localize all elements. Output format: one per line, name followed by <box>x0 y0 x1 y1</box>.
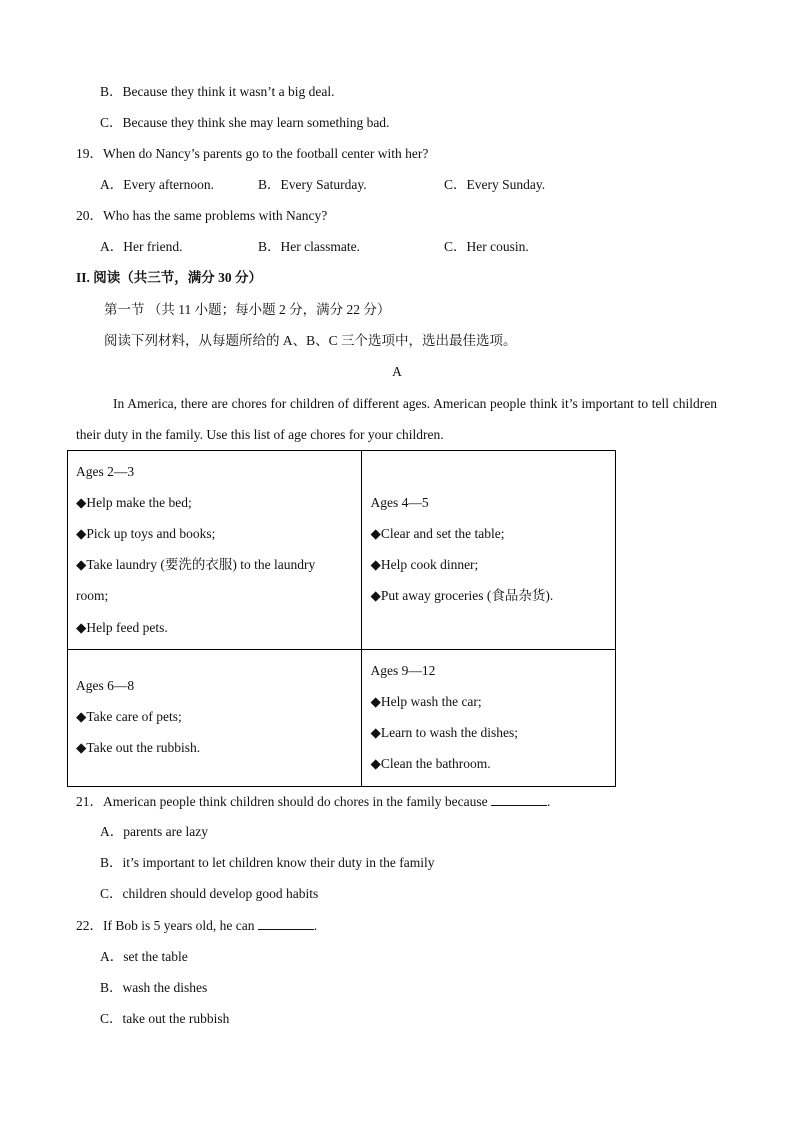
cell-title: Ages 2—3 <box>76 464 135 479</box>
chore-item: ◆Clean the bathroom. <box>370 756 491 771</box>
chore-item: ◆Take out the rubbish. <box>76 740 201 755</box>
chore-item: room; <box>76 588 109 603</box>
q20-option-c: C．Her cousin. <box>444 239 529 254</box>
q21-option-b: B．it’s important to let children know their duty in the family <box>100 855 435 870</box>
instruction-text: 阅读下列材料，从每题所给的 A、B、C 三个选项中，选出最佳选项。 <box>104 333 517 348</box>
q20-option-b: B．Her classmate. <box>258 239 360 254</box>
passage-letter: A <box>392 364 402 379</box>
part-one-heading: 第一节 （共 11 小题；每小题 2 分，满分 22 分） <box>104 302 391 317</box>
chore-item: ◆Pick up toys and books; <box>76 526 216 541</box>
section-heading-number: II. <box>76 270 90 285</box>
q21-option-a: A．parents are lazy <box>100 824 208 839</box>
passage-intro: In America, there are chores for children of different ages. American people think it’s important to tell children their duty in the family. Use this list of age chores for your children. <box>76 396 717 442</box>
cell-title: Ages 4—5 <box>370 495 429 510</box>
chore-item: ◆Help feed pets. <box>76 620 168 635</box>
q22-option-a: A．set the table <box>100 949 188 964</box>
section-heading <box>76 270 262 286</box>
cell-title: Ages 6—8 <box>76 678 135 693</box>
chore-item: ◆Put away groceries (食品杂货). <box>370 588 554 603</box>
section-heading-title: 阅读（共三节，满分 30 分） <box>93 270 263 285</box>
q21-stem-text: 21．American people think children should do chores in the family because <box>76 794 488 809</box>
q18-option-c: C．Because they think she may learn something bad. <box>100 115 390 130</box>
q22-stem <box>76 917 317 934</box>
ages-6-8-cell <box>68 650 362 787</box>
q19-stem: 19．When do Nancy’s parents go to the football center with her? <box>76 146 429 161</box>
q19-option-b: B．Every Saturday. <box>258 177 367 192</box>
cell-title: Ages 9—12 <box>370 663 436 678</box>
chore-item: ◆Take laundry (要洗的衣服) to the laundry <box>76 557 316 572</box>
q22-option-c: C．take out the rubbish <box>100 1011 230 1026</box>
q21-stem <box>76 793 550 810</box>
q21-stem-end: . <box>547 794 551 809</box>
answer-blank <box>258 917 314 930</box>
q20-option-a: A．Her friend. <box>100 239 183 254</box>
chore-item: ◆Take care of pets; <box>76 709 182 724</box>
ages-4-5-cell <box>362 451 616 650</box>
chore-item: ◆Help wash the car; <box>370 694 482 709</box>
q18-option-b: B．Because they think it wasn’t a big deal. <box>100 84 335 99</box>
chore-item: ◆Help cook dinner; <box>370 557 479 572</box>
q20-stem: 20．Who has the same problems with Nancy? <box>76 208 328 223</box>
q22-stem-end: . <box>313 918 318 933</box>
q19-option-a: A．Every afternoon. <box>100 177 214 192</box>
chore-item: ◆Clear and set the table; <box>370 526 505 541</box>
q19-option-c: C．Every Sunday. <box>444 177 546 192</box>
chore-item: ◆Help make the bed; <box>76 495 192 510</box>
q22-stem-text: 22．If Bob is 5 years old, he can <box>76 918 255 933</box>
chore-item: ◆Learn to wash the dishes; <box>370 725 519 740</box>
q22-option-b: B．wash the dishes <box>100 980 208 995</box>
ages-9-12-cell <box>362 650 616 787</box>
q21-option-c: C．children should develop good habits <box>100 886 319 901</box>
chores-table <box>67 450 616 787</box>
ages-2-3-cell <box>68 451 362 650</box>
answer-blank <box>491 793 547 806</box>
